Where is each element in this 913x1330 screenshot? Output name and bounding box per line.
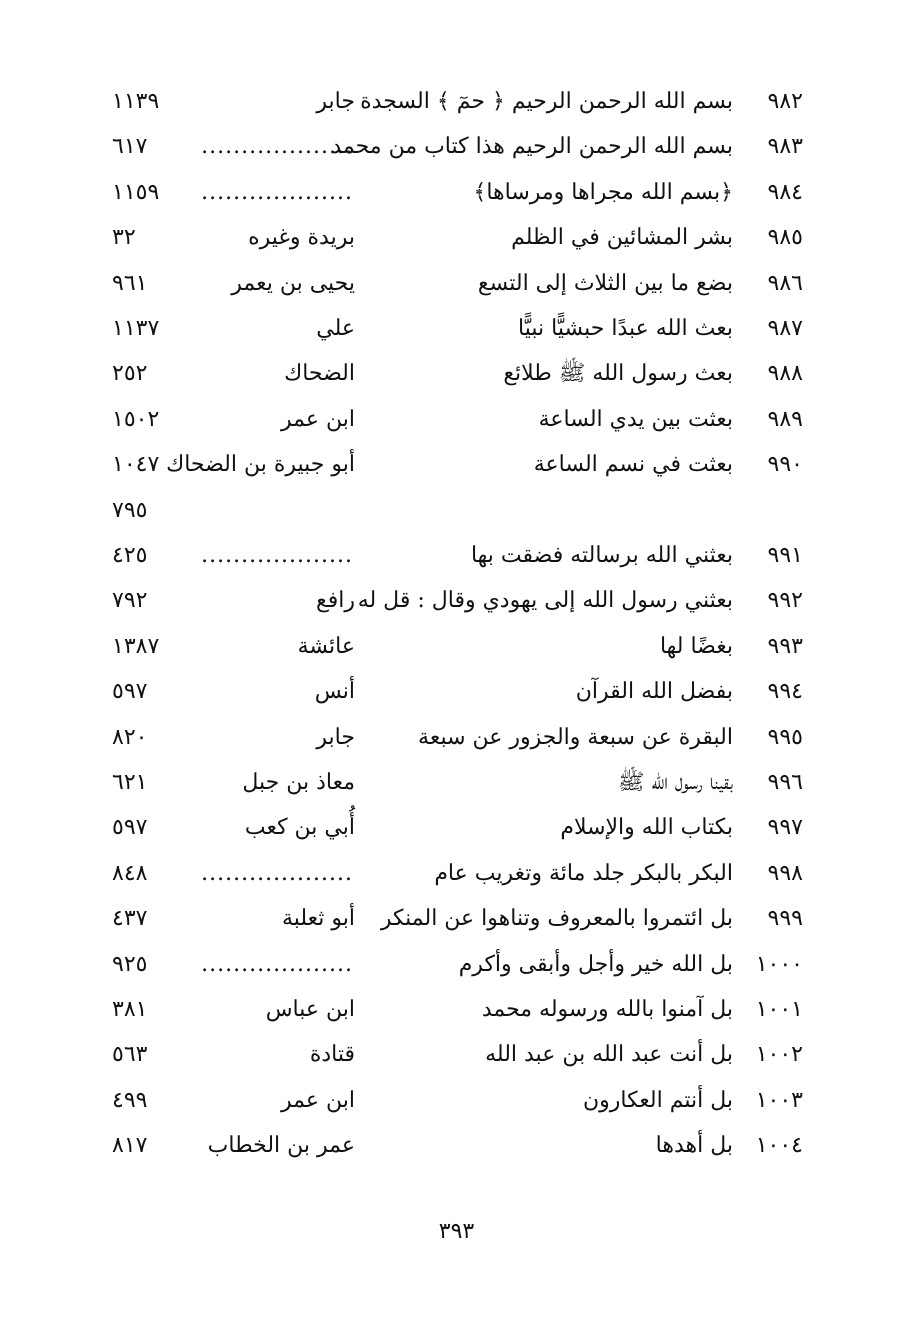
hadith-text: بغضًا لها bbox=[659, 633, 733, 659]
page-reference: ٤٢٥ bbox=[112, 543, 148, 568]
narrator-name: الضحاك bbox=[284, 361, 355, 387]
narrator-name: أبو جبيرة بن الضحاك bbox=[166, 452, 355, 478]
entry-number: ٩٩٨ bbox=[767, 860, 803, 886]
index-entry bbox=[0, 1079, 913, 1123]
page-reference: ٨٤٨ bbox=[112, 860, 148, 886]
index-entry bbox=[0, 943, 913, 987]
index-entry bbox=[0, 670, 913, 714]
index-entry bbox=[0, 307, 913, 351]
hadith-text: بل آمنوا بالله ورسوله محمد bbox=[481, 997, 733, 1022]
entry-number: ٩٩٤ bbox=[767, 679, 803, 705]
index-entry bbox=[0, 489, 913, 533]
index-entry bbox=[0, 216, 913, 260]
hadith-text: بعثت بين يدي الساعة bbox=[538, 406, 733, 432]
narrator-name: عمر بن الخطاب bbox=[207, 1133, 355, 1159]
narrator-name: ابن عباس bbox=[265, 997, 355, 1022]
page-reference: ٩٢٥ bbox=[112, 951, 148, 977]
index-entry bbox=[0, 80, 913, 124]
index-entry bbox=[0, 716, 913, 760]
page-reference: ٥٦٣ bbox=[112, 1042, 148, 1068]
hadith-text: بقينا رسول الله ﷺ bbox=[617, 770, 733, 795]
narrator-name: قتادة bbox=[309, 1042, 355, 1068]
entry-number: ٩٩٩ bbox=[767, 906, 803, 932]
page-reference: ٧٩٢ bbox=[112, 588, 148, 614]
entry-number: ٩٨٧ bbox=[767, 316, 803, 341]
entry-number: ١٠٠٣ bbox=[755, 1087, 803, 1113]
narrator-name: علي bbox=[316, 316, 355, 341]
hadith-text: بكتاب الله والإسلام bbox=[560, 815, 733, 841]
entry-number: ٩٨٢ bbox=[767, 89, 803, 114]
entry-number: ٩٩٣ bbox=[767, 633, 803, 659]
hadith-text: البكر بالبكر جلد مائة وتغريب عام bbox=[434, 860, 733, 886]
narrator-name: يحيى بن يعمر bbox=[231, 270, 355, 296]
page-reference: ١٣٨٧ bbox=[112, 633, 160, 659]
page-reference: ١١٥٩ bbox=[112, 179, 160, 205]
entry-number: ١٠٠١ bbox=[755, 997, 803, 1022]
narrator-name: أبو ثعلبة bbox=[281, 906, 355, 932]
narrator-name: جابر bbox=[316, 89, 355, 114]
hadith-text: بعثني رسول الله إلى يهودي وقال : قل له bbox=[357, 588, 733, 614]
index-entry bbox=[0, 1033, 913, 1077]
hadith-text: البقرة عن سبعة والجزور عن سبعة bbox=[418, 724, 733, 750]
page-reference: ٧٩٥ bbox=[112, 497, 148, 523]
hadith-text: بل أنت عبد الله بن عبد الله bbox=[485, 1042, 733, 1068]
page-reference: ١٠٤٧ bbox=[112, 452, 160, 478]
hadith-text: ﴿بسم الله مجراها ومرساها﴾ bbox=[473, 179, 733, 205]
entry-number: ٩٨٨ bbox=[767, 361, 803, 387]
hadith-text: بعث رسول الله ﷺ طلائع bbox=[503, 361, 733, 387]
index-entry bbox=[0, 398, 913, 442]
page-reference: ١١٣٩ bbox=[112, 89, 160, 114]
entry-number: ١٠٠٤ bbox=[755, 1133, 803, 1159]
entry-number: ٩٩٧ bbox=[767, 815, 803, 841]
narrator-name: ابن عمر bbox=[281, 1087, 355, 1113]
hadith-text: بل الله خير وأجل وأبقى وأكرم bbox=[458, 951, 733, 977]
hadith-text: بسم الله الرحمن الرحيم هذا كتاب من محمد bbox=[331, 134, 733, 160]
page-reference: ٤٣٧ bbox=[112, 906, 148, 932]
page-reference: ٣٢ bbox=[112, 225, 136, 251]
hadith-text: بشر المشائين في الظلم bbox=[511, 225, 733, 251]
index-entry bbox=[0, 443, 913, 487]
narrator-name: أنس bbox=[314, 679, 355, 705]
narrator-name: جابر bbox=[316, 724, 355, 750]
index-entry bbox=[0, 534, 913, 578]
hadith-text: بفضل الله القرآن bbox=[575, 679, 733, 705]
page-reference: ٥٩٧ bbox=[112, 679, 148, 705]
entry-number: ٩٨٦ bbox=[767, 270, 803, 296]
dotted-leader: ................... bbox=[201, 134, 353, 160]
page-reference: ١١٣٧ bbox=[112, 316, 160, 341]
page-reference: ٨٢٠ bbox=[112, 724, 148, 750]
hadith-text: بل أنتم العكارون bbox=[583, 1087, 733, 1113]
entry-number: ٩٨٣ bbox=[767, 134, 803, 160]
page-reference: ١٥٠٢ bbox=[112, 406, 160, 432]
narrator-name: أُبي بن كعب bbox=[244, 815, 355, 841]
dotted-leader: ................... bbox=[201, 179, 353, 205]
hadith-text: بضع ما بين الثلاث إلى التسع bbox=[477, 270, 733, 296]
hadith-text: بل ائتمروا بالمعروف وتناهوا عن المنكر bbox=[380, 906, 733, 932]
index-entry bbox=[0, 171, 913, 215]
index-entry bbox=[0, 579, 913, 623]
entry-number: ٩٩٥ bbox=[767, 724, 803, 750]
entry-number: ٩٩١ bbox=[767, 543, 803, 568]
index-entry bbox=[0, 761, 913, 805]
dotted-leader: ................... bbox=[201, 860, 353, 886]
entry-number: ٩٩٢ bbox=[767, 588, 803, 614]
index-entry bbox=[0, 897, 913, 941]
index-entry bbox=[0, 988, 913, 1032]
dotted-leader: ................... bbox=[201, 951, 353, 977]
index-entry bbox=[0, 1124, 913, 1168]
hadith-text: بعثت في نسم الساعة bbox=[533, 452, 733, 478]
narrator-name: رافع bbox=[316, 588, 355, 614]
entry-number: ٩٨٩ bbox=[767, 406, 803, 432]
entry-number: ١٠٠٠ bbox=[755, 951, 803, 977]
page-reference: ٥٩٧ bbox=[112, 815, 148, 841]
page-reference: ٣٨١ bbox=[112, 997, 148, 1022]
page-number: ٣٩٣ bbox=[438, 1219, 475, 1244]
index-entry bbox=[0, 352, 913, 396]
hadith-text: بعثني الله برسالته فضقت بها bbox=[470, 543, 733, 568]
entry-number: ٩٩٠ bbox=[767, 452, 803, 478]
entry-number: ١٠٠٢ bbox=[755, 1042, 803, 1068]
hadith-text: بعث الله عبدًا حبشيًّا نبيًّا bbox=[518, 316, 733, 341]
page-reference: ٤٩٩ bbox=[112, 1087, 148, 1113]
narrator-name: عائشة bbox=[297, 633, 355, 659]
hadith-text: بسم الله الرحمن الرحيم ﴿ حمٓ ﴾ السجدة bbox=[360, 89, 733, 114]
page-reference: ٨١٧ bbox=[112, 1133, 148, 1159]
hadith-text: بل أهدها bbox=[655, 1133, 733, 1159]
entry-number: ٩٨٤ bbox=[767, 179, 803, 205]
narrator-name: ابن عمر bbox=[281, 406, 355, 432]
entry-number: ٩٨٥ bbox=[767, 225, 803, 251]
page-reference: ٦٢١ bbox=[112, 770, 148, 795]
narrator-name: معاذ بن جبل bbox=[242, 770, 355, 795]
dotted-leader: ................... bbox=[201, 543, 353, 568]
index-entry bbox=[0, 125, 913, 169]
index-entry bbox=[0, 852, 913, 896]
index-entry bbox=[0, 625, 913, 669]
narrator-name: بريدة وغيره bbox=[248, 225, 355, 251]
page-reference: ٦١٧ bbox=[112, 134, 148, 160]
index-entry bbox=[0, 806, 913, 850]
index-entry bbox=[0, 262, 913, 306]
page-reference: ٩٦١ bbox=[112, 270, 148, 296]
page-reference: ٢٥٢ bbox=[112, 361, 148, 387]
entry-number: ٩٩٦ bbox=[767, 770, 803, 795]
